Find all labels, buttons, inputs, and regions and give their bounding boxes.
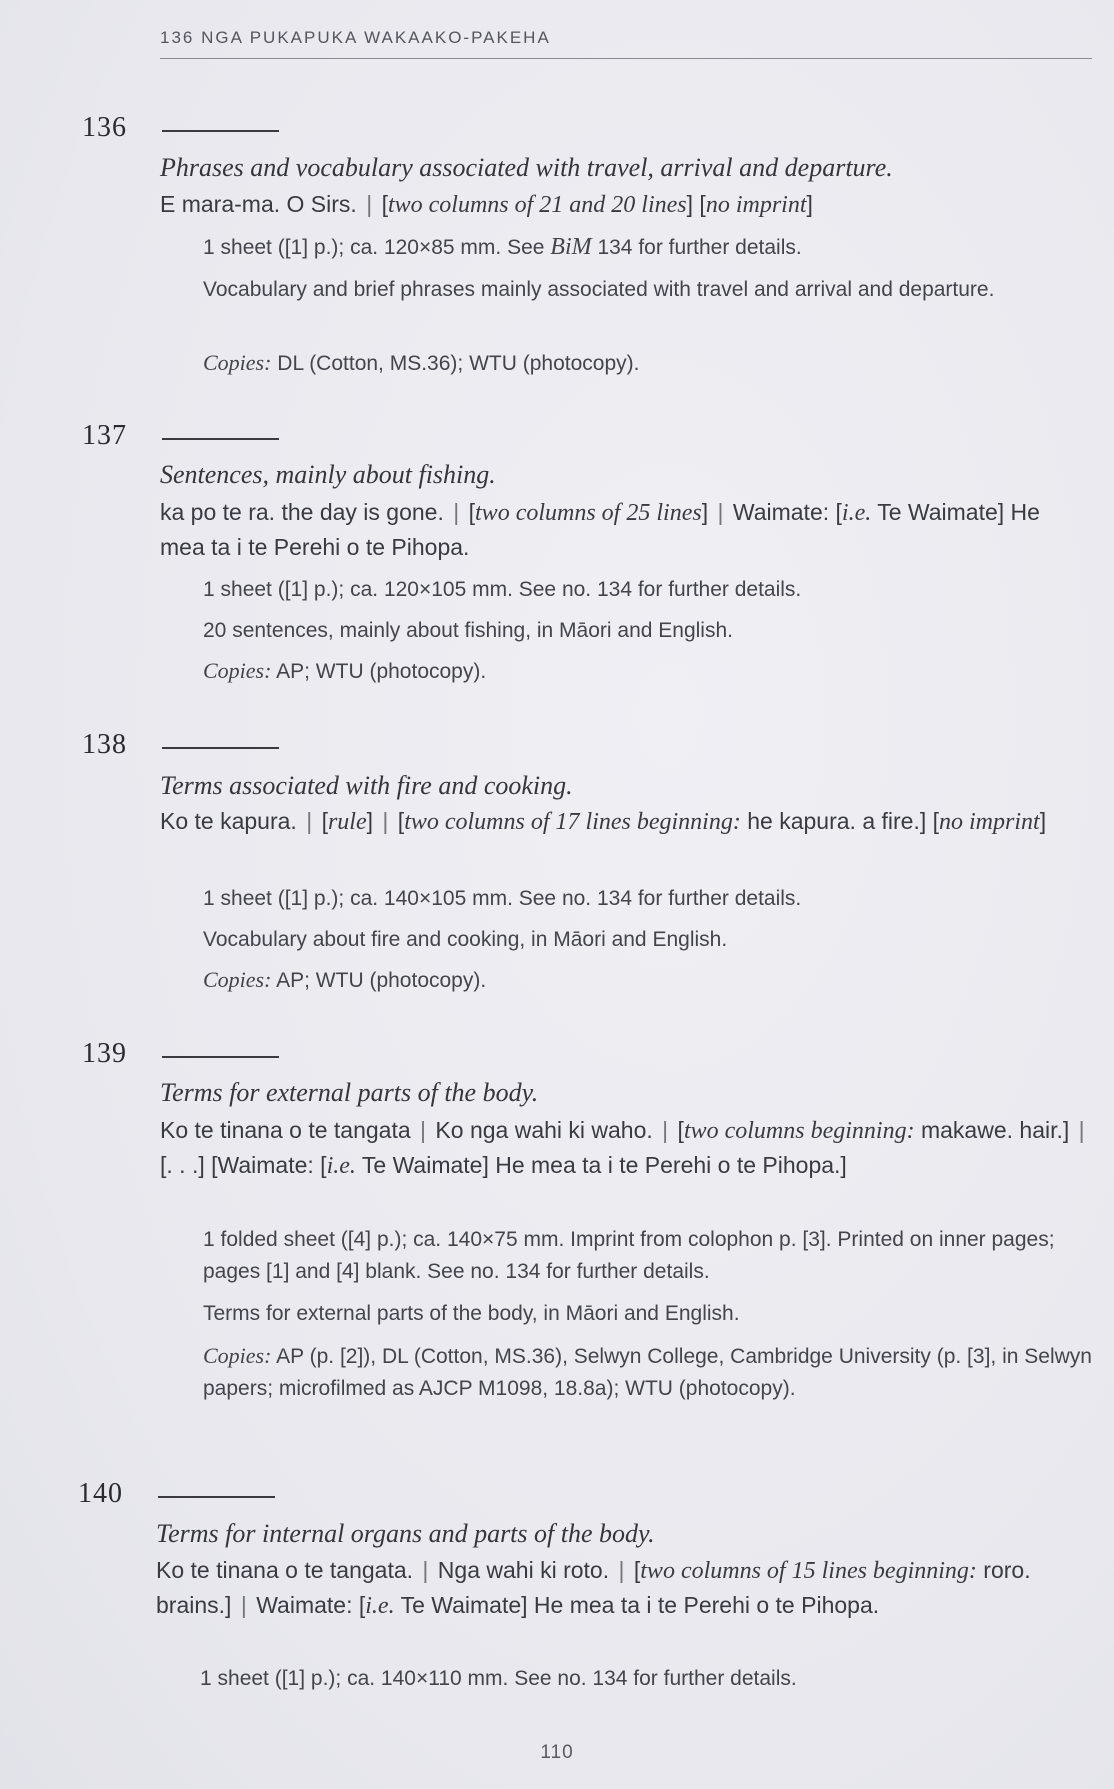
text-run: [ — [391, 808, 405, 834]
line-break-marker: | — [420, 1117, 427, 1143]
text-run: Ko te tinana o te tangata — [160, 1117, 418, 1143]
physical-description — [203, 1224, 1093, 1288]
entry-transcription — [156, 1553, 1086, 1623]
text-run: Te Waimate] He mea ta i te Perehi o te Pihopa.] — [355, 1152, 847, 1178]
text-run: ] — [806, 191, 813, 217]
text-run: ka po te ra. the day is gone. — [160, 499, 451, 525]
text-run: [ — [462, 499, 476, 525]
copies-text: DL (Cotton, MS.36); WTU (photocopy). — [271, 352, 640, 375]
line-break-marker: | — [618, 1557, 625, 1583]
copies-label: Copies: — [203, 658, 272, 683]
italic-text: two columns of 25 lines — [475, 500, 702, 526]
entry-title: Terms for internal organs and parts of the body. — [156, 1519, 655, 1548]
author-dash — [162, 130, 279, 132]
text-run: ] — [366, 808, 380, 834]
italic-text: i.e. — [326, 1153, 356, 1179]
header-rule — [160, 58, 1092, 59]
text-run: makawe. hair.] — [914, 1117, 1076, 1143]
entry-transcription — [160, 187, 1090, 222]
line-break-marker: | — [240, 1592, 247, 1618]
text-run: Te Waimate] He mea ta i te Perehi o te Pihopa. — [394, 1592, 880, 1618]
copies-label: Copies: — [203, 350, 272, 375]
line-break-marker: | — [1078, 1117, 1085, 1143]
italic-text: BiM — [550, 234, 592, 260]
text-run: Te Waimate] He mea ta i te Perehi o te Pihopa. — [160, 499, 1040, 560]
line-break-marker: | — [366, 191, 373, 217]
text-run: [ — [671, 1117, 684, 1143]
text-run: 1 folded sheet ([4] p.); ca. 140×75 mm. Imprint from colophon p. [3]. Printed on inner pages; pages [1] and [4] blank. See no. 134 for further details. — [203, 1228, 1055, 1283]
entry-title: Terms for external parts of the body. — [160, 1078, 539, 1107]
text-run: [ — [627, 1557, 641, 1583]
entry-number: 139 — [82, 1038, 127, 1069]
text-run: Waimate: [ — [726, 499, 842, 525]
text-run: ] [ — [686, 191, 706, 217]
text-run: he kapura. a fire.] [ — [740, 808, 940, 834]
copies-label: Copies: — [203, 1343, 272, 1368]
line-break-marker: | — [717, 499, 724, 525]
entry-number: 140 — [78, 1478, 123, 1509]
text-run: 134 for further details. — [591, 236, 802, 259]
copies-note — [203, 655, 1093, 688]
entry-title: Phrases and vocabulary associated with travel, arrival and departure. — [160, 153, 893, 182]
line-break-marker: | — [662, 1117, 669, 1143]
content-note: 20 sentences, mainly about fishing, in Māori and English. — [203, 619, 733, 642]
text-run: [ — [315, 808, 328, 834]
text-run: 1 sheet ([1] p.); ca. 120×105 mm. See no. 134 for further details. — [203, 578, 802, 601]
physical-description — [203, 574, 1093, 606]
italic-text: two columns beginning: — [683, 1118, 915, 1144]
text-run: 1 sheet ([1] p.); ca. 140×105 mm. See no. 134 for further details. — [203, 887, 802, 910]
text-run: E mara-ma. O Sirs. — [160, 191, 364, 217]
italic-text: two columns of 17 lines beginning: — [404, 809, 741, 835]
entry-number: 138 — [82, 729, 127, 760]
copies-note — [203, 1340, 1093, 1405]
text-run: [ — [375, 191, 388, 217]
physical-description — [203, 883, 1093, 915]
page-folio: 110 — [540, 1742, 574, 1763]
copies-note — [203, 347, 1093, 380]
entry-transcription — [160, 495, 1090, 564]
author-dash — [162, 1056, 279, 1058]
text-run: 1 sheet ([1] p.); ca. 140×110 mm. See no. 134 for further details. — [200, 1667, 797, 1690]
text-run: Ko te tinana o te tangata. — [156, 1557, 420, 1583]
text-run: Ko nga wahi ki waho. — [429, 1117, 660, 1143]
text-run: ] — [1039, 808, 1047, 834]
text-run: Waimate: [ — [249, 1592, 366, 1618]
physical-description — [203, 231, 1093, 264]
italic-text: no imprint — [939, 809, 1040, 835]
line-break-marker: | — [422, 1557, 429, 1583]
italic-text: rule — [327, 809, 367, 835]
copies-text: AP; WTU (photocopy). — [271, 969, 487, 992]
entry-transcription — [160, 804, 1090, 839]
entry-title: Terms associated with fire and cooking. — [160, 771, 573, 800]
italic-text: i.e. — [365, 1593, 395, 1619]
copies-note — [203, 964, 1093, 997]
content-note: Vocabulary and brief phrases mainly associated with travel and arrival and departure. — [203, 278, 995, 301]
text-run: Ko te kapura. — [160, 808, 304, 834]
content-note: Vocabulary about fire and cooking, in Māori and English. — [203, 928, 728, 951]
running-head: 136 NGA PUKAPUKA WAKAAKO-PAKEHA — [160, 28, 551, 47]
physical-description — [200, 1663, 1090, 1695]
entry-number: 136 — [82, 112, 127, 143]
italic-text: no imprint — [705, 192, 807, 218]
entry-title: Sentences, mainly about fishing. — [160, 460, 496, 489]
text-run: Nga wahi ki roto. — [431, 1557, 616, 1583]
text-run: roro. brains.] — [156, 1557, 1031, 1618]
author-dash — [162, 747, 279, 749]
content-note: Terms for external parts of the body, in Māori and English. — [203, 1302, 740, 1325]
entry-number: 137 — [82, 420, 127, 451]
text-run: 1 sheet ([1] p.); ca. 120×85 mm. See — [203, 236, 551, 259]
italic-text: i.e. — [841, 500, 872, 526]
italic-text: two columns of 15 lines beginning: — [640, 1558, 977, 1584]
text-run: ] — [701, 499, 715, 525]
line-break-marker: | — [453, 499, 460, 525]
italic-text: two columns of 21 and 20 lines — [387, 192, 687, 218]
copies-text: AP (p. [2]), DL (Cotton, MS.36), Selwyn College, Cambridge University (p. [3], in Selwyn papers; microfilmed as AJCP M1098, 18.8a); WTU (photocopy). — [203, 1345, 1092, 1400]
copies-text: AP; WTU (photocopy). — [271, 660, 487, 683]
line-break-marker: | — [306, 808, 313, 834]
text-run: [. . .] [Waimate: [ — [160, 1152, 327, 1178]
entry-transcription — [160, 1113, 1090, 1183]
author-dash — [158, 1496, 275, 1498]
copies-label: Copies: — [203, 967, 272, 992]
line-break-marker: | — [382, 808, 389, 834]
author-dash — [162, 438, 279, 440]
